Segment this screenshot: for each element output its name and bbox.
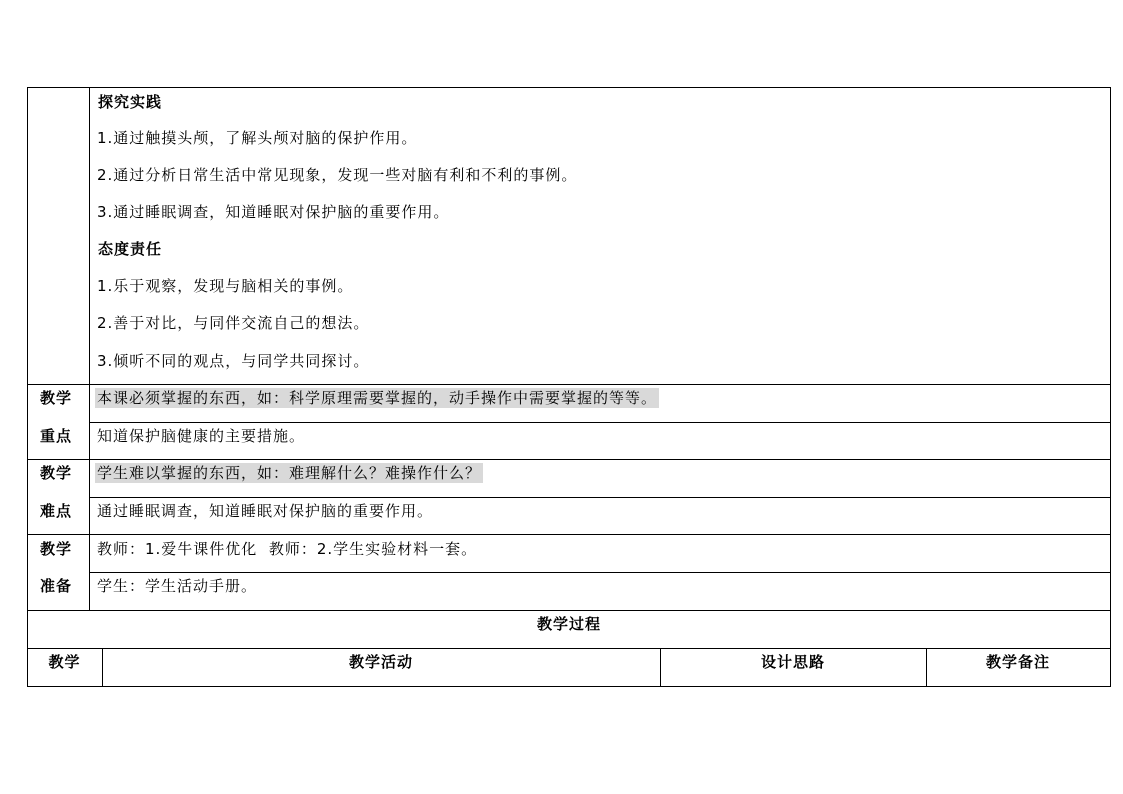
attitude-item: 1.乐于观察，发现与脑相关的事例。: [97, 277, 354, 295]
key-points-content: 知道保护脑健康的主要措施。: [97, 427, 306, 445]
table-border-top: [27, 87, 1111, 88]
key-points-hint: 本课必须掌握的东西，如：科学原理需要掌握的，动手操作中需要掌握的等等。: [97, 389, 658, 407]
inquiry-item: 1.通过触摸头颅，了解头颅对脑的保护作用。: [97, 129, 418, 147]
table-border-bottom: [27, 686, 1111, 687]
process-column-header: 教学: [48, 653, 81, 671]
table-border-left: [27, 87, 28, 687]
table-border-right: [1110, 87, 1111, 687]
difficulties-content: 通过睡眠调查，知道睡眠对保护脑的重要作用。: [97, 502, 434, 520]
attitude-heading: 态度责任: [98, 240, 163, 258]
key-points-label: 重点: [40, 427, 73, 445]
row-divider: [89, 422, 1111, 423]
process-column-header: 教学备注: [985, 653, 1050, 671]
inquiry-item: 2.通过分析日常生活中常见现象，发现一些对脑有利和不利的事例。: [97, 166, 578, 184]
inquiry-item: 3.通过睡眠调查，知道睡眠对保护脑的重要作用。: [97, 203, 450, 221]
preparation-label: 准备: [40, 577, 73, 595]
process-column-header: 教学活动: [348, 653, 413, 671]
process-title: 教学过程: [536, 615, 601, 633]
preparation-label: 教学: [40, 540, 73, 558]
attitude-item: 2.善于对比，与同伴交流自己的想法。: [97, 314, 370, 332]
difficulties-label: 难点: [40, 502, 73, 520]
inquiry-heading: 探究实践: [98, 93, 163, 111]
row-divider: [89, 497, 1111, 498]
key-points-label: 教学: [40, 389, 73, 407]
difficulties-hint: 学生难以掌握的东西，如：难理解什么？难操作什么？: [97, 464, 482, 482]
attitude-item: 3.倾听不同的观点，与同学共同探讨。: [97, 352, 370, 370]
row-divider: [27, 459, 1111, 460]
process-column-header: 设计思路: [760, 653, 825, 671]
preparation-student: 学生：学生活动手册。: [97, 577, 258, 595]
preparation-teacher: 教师：1.爱牛课件优化 教师：2.学生实验材料一套。: [97, 540, 478, 558]
row-divider: [89, 572, 1111, 573]
difficulties-label: 教学: [40, 464, 73, 482]
row-divider: [27, 610, 1111, 611]
column-divider: [89, 87, 90, 610]
row-divider: [27, 648, 1111, 649]
row-divider: [27, 384, 1111, 385]
row-divider: [27, 534, 1111, 535]
